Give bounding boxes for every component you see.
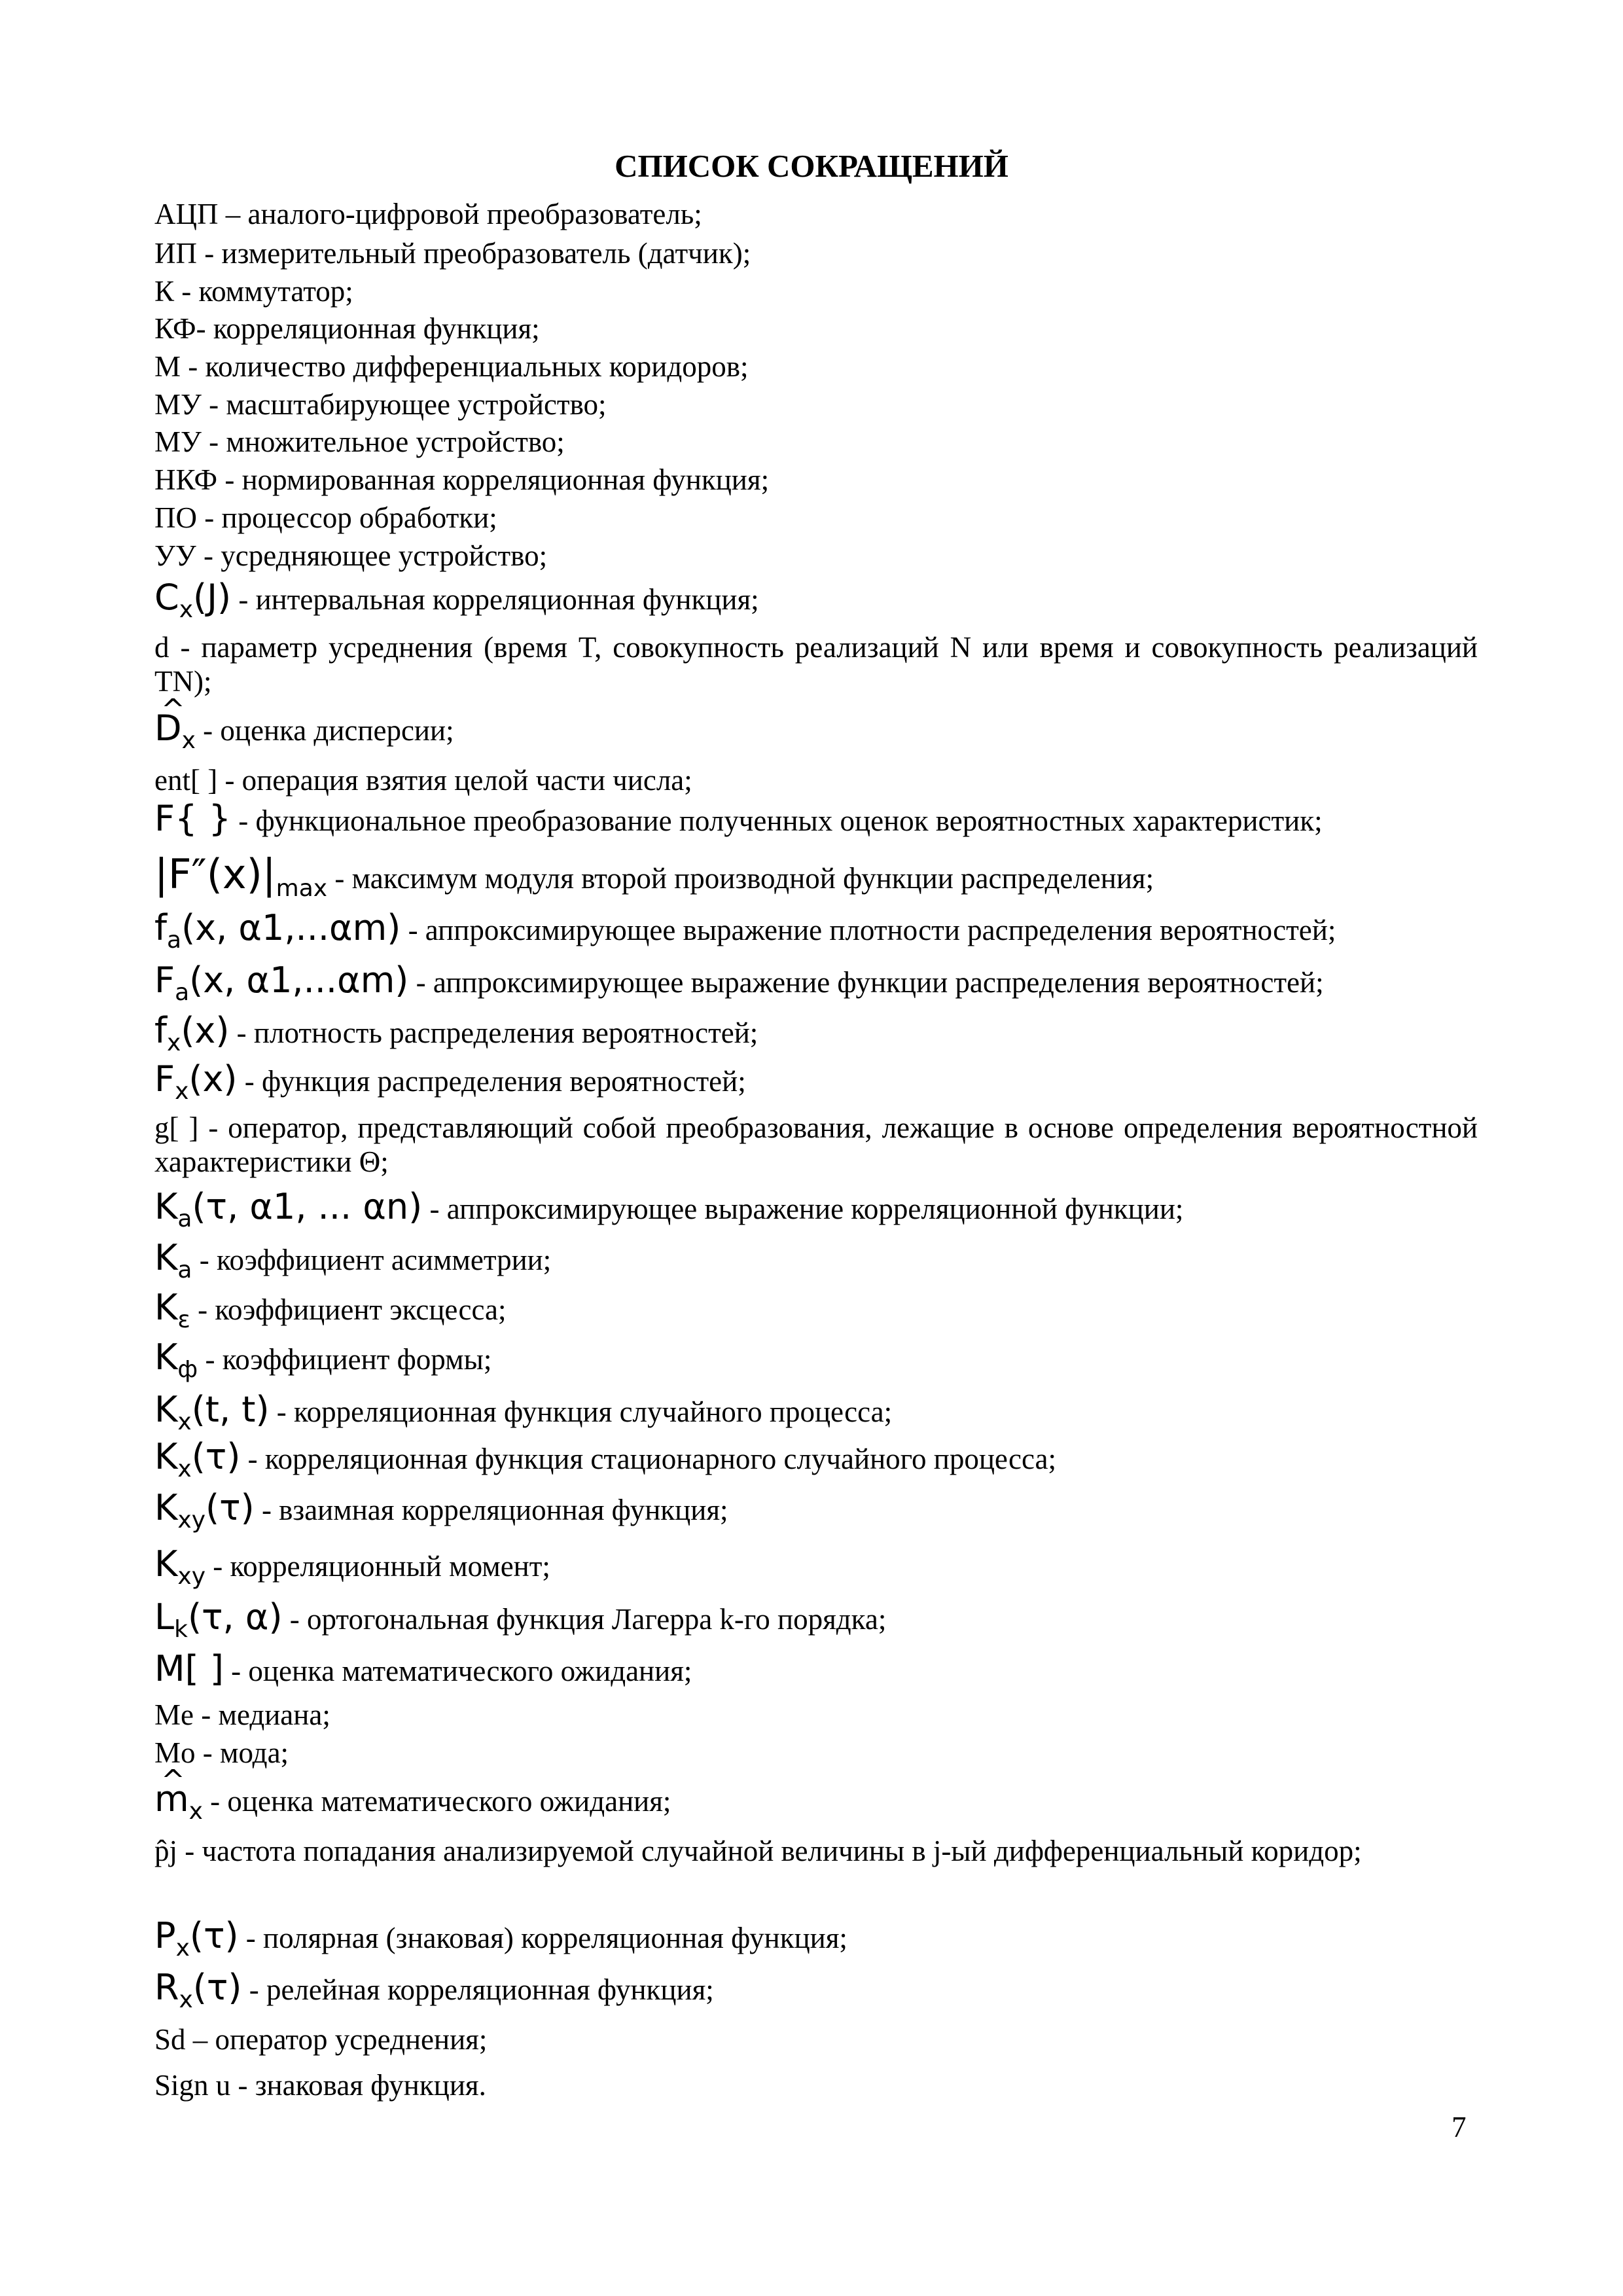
list-item: ПО - процессор обработки;: [154, 501, 497, 534]
symbol-item: $K_{xy}$ - корреляционный момент;: [154, 1543, 550, 1590]
math-symbol: ^ $D_x$: [154, 708, 196, 749]
list-item: ИП - измерительный преобразователь (датчик);: [154, 237, 751, 270]
math-symbol: F{ }: [154, 798, 231, 839]
math-symbol: $|F''(x)|_{max}$: [154, 850, 328, 902]
symbol-item: Sign u - знаковая функция.: [154, 2069, 486, 2102]
math-symbol: $K_x(\tau)$: [154, 1436, 241, 1482]
page-number: 7: [1452, 2111, 1467, 2144]
list-item: УУ - усредняющее устройство;: [154, 539, 548, 572]
symbol-item: $f_x(x)$ - плотность распределения вероятностей;: [154, 1010, 758, 1056]
page-title: СПИСОК СОКРАЩЕНИЙ: [615, 148, 1008, 184]
symbol-item: $|F''(x)|_{max}$ - максимум модуля второй производной функции распределения;: [154, 850, 1154, 902]
symbol-item: $L_k(\tau$, α) - ортогональная функция Лагерра k-го порядка;: [154, 1596, 887, 1643]
math-symbol: $F_a(x$, α1,...αm): [154, 960, 409, 1006]
math-symbol: $K_a(\tau$, α1, ... αn): [154, 1186, 423, 1232]
math-symbol: $L_k(\tau$, α): [154, 1596, 283, 1643]
symbol-item: $F_a(x$, α1,...αm) - аппроксимирующее выражение функции распределения вероятностей;: [154, 960, 1324, 1006]
math-symbol: $f_a(x$, α1,...αm): [154, 907, 401, 954]
symbol-item: F{ } - функциональное преобразование полученных оценок вероятностных характеристик;: [154, 798, 1323, 839]
symbol-item: $R_x(\tau)$ - релейная корреляционная функция;: [154, 1967, 714, 2013]
math-symbol: $K_{xy}(\tau)$: [154, 1487, 255, 1534]
math-symbol: $K_x(t$, t): [154, 1389, 270, 1435]
symbol-item: Sd – оператор усреднения;: [154, 2023, 488, 2056]
symbol-item: ^ $D_x$ - оценка дисперсии;: [154, 711, 1478, 758]
math-symbol: $F_x(x)$: [154, 1058, 238, 1105]
math-symbol: ^ $m_x$: [154, 1778, 203, 1820]
symbol-item: p̂j - частота попадания анализируемой случайной величины в j-ый дифференциальный коридор;: [154, 1835, 1362, 1867]
symbol-item: $P_x(\tau)$ - полярная (знаковая) корреляционная функция;: [154, 1915, 847, 1962]
math-symbol: M[ ]: [154, 1648, 224, 1689]
list-item: АЦП – аналого-цифровой преобразователь;: [154, 198, 702, 230]
list-item: М - количество дифференциальных коридоров;: [154, 350, 749, 383]
symbol-item: ^ $m_x$ - оценка математического ожидания;: [154, 1782, 1478, 1829]
list-item: НКФ - нормированная корреляционная функция;: [154, 463, 770, 496]
math-symbol: $K_ф$: [154, 1336, 198, 1383]
math-symbol: $R_x(\tau)$: [154, 1967, 242, 2013]
symbol-item: $K_a(\tau$, α1, ... αn) - аппроксимирующее выражение корреляционной функции;: [154, 1186, 1184, 1232]
symbol-item: g[ ] - оператор, представляющий собой преобразования, лежащие в основе определения вероятностной характеристики Θ;: [154, 1111, 1478, 1178]
symbol-item: $K_a$ - коэффициент асимметрии;: [154, 1237, 552, 1283]
symbol-item: $K_x(\tau)$ - корреляционная функция стационарного случайного процесса;: [154, 1436, 1056, 1482]
list-item: КФ- корреляционная функция;: [154, 312, 540, 345]
math-symbol: $C_x(J)$: [154, 577, 232, 623]
symbol-item: $K_{xy}(\tau)$ - взаимная корреляционная функция;: [154, 1487, 728, 1534]
symbol-item: Mo - мода;: [154, 1736, 289, 1769]
symbol-item: $F_x(x)$ - функция распределения вероятностей;: [154, 1058, 746, 1105]
list-item: К - коммутатор;: [154, 275, 353, 308]
symbol-item: $K_ф$ - коэффициент формы;: [154, 1336, 492, 1383]
math-symbol: $K_a$: [154, 1237, 192, 1283]
list-item: МУ - множительное устройство;: [154, 425, 565, 458]
math-symbol: $P_x(\tau)$: [154, 1915, 239, 1962]
symbol-item: ent[ ] - операция взятия целой части числа;: [154, 764, 692, 797]
symbol-item: M[ ] - оценка математического ожидания;: [154, 1648, 692, 1689]
math-symbol: $K_{xy}$: [154, 1543, 206, 1590]
symbol-item: $f_a(x$, α1,...αm) - аппроксимирующее выражение плотности распределения вероятностей;: [154, 907, 1336, 954]
math-symbol: $K_\varepsilon$: [154, 1287, 190, 1333]
symbol-item: d - параметр усреднения (время T, совокупность реализаций N или время и совокупность реализаций TN);: [154, 631, 1478, 698]
symbol-item: $K_x(t$, t) - корреляционная функция случайного процесса;: [154, 1389, 893, 1435]
symbol-item: $K_\varepsilon$ - коэффициент эксцесса;: [154, 1287, 507, 1333]
list-item: МУ - масштабирующее устройство;: [154, 388, 607, 421]
math-symbol: $f_x(x)$: [154, 1010, 230, 1056]
symbol-item: $C_x(J)$ - интервальная корреляционная функция;: [154, 577, 759, 623]
symbol-item: Me - медиана;: [154, 1698, 330, 1731]
